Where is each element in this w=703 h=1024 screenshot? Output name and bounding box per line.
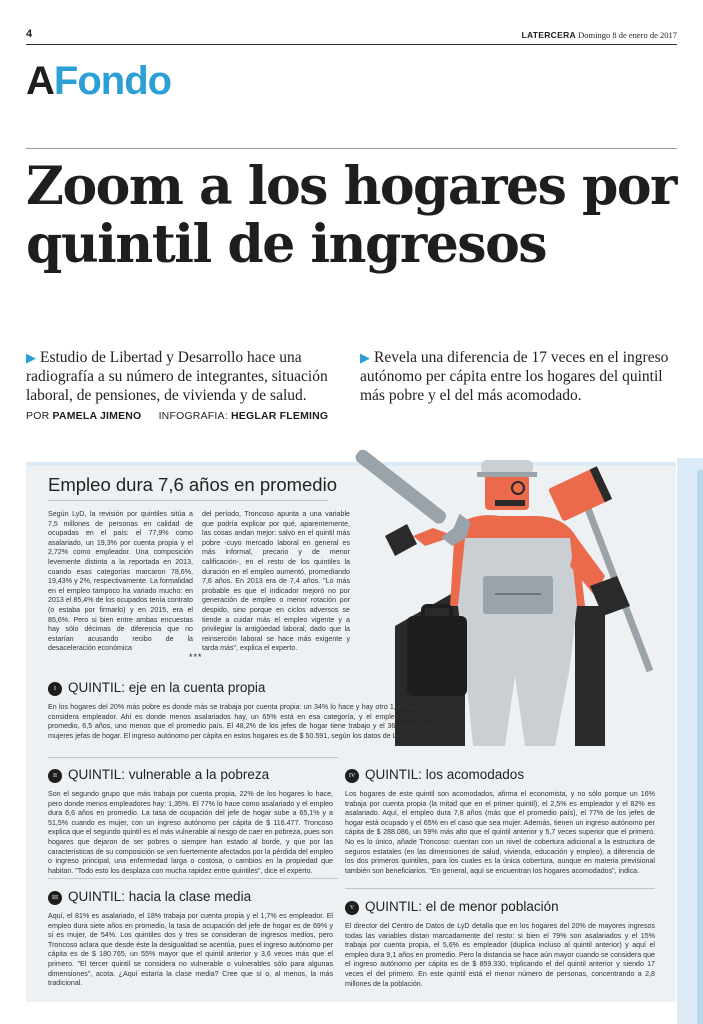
roman-badge-2: II xyxy=(48,769,62,783)
issue-date: Domingo 8 de enero de 2017 xyxy=(578,30,677,40)
panel-edge-stripe xyxy=(697,470,703,1024)
quintil-3-title: III QUINTIL: hacia la clase media xyxy=(48,889,251,905)
box-title: Empleo dura 7,6 años en promedio xyxy=(48,474,337,495)
deck-right-text: Revela una diferencia de 17 veces en el ingreso autónomo per cápita entre los hogares del quintil más pobre y el del más acomodado. xyxy=(360,349,669,404)
quintil-1-title: I QUINTIL: eje en la cuenta propia xyxy=(48,680,265,696)
quintil-2-text: Son el segundo grupo que más trabaja por cuenta propia, 22% de los hogares lo hace, pero donde menos empleadores hay: 1,35%. El 77% lo hace como asalariado y el empleo dura 6,6 años en promedio. La tasa de ocupación del jefe de hogar sube a 65,1% y a 51,5% cuando es mujer, con un ingreso autónomo per cápita de $ 116.477. Troncoso explica que el segundo quintil es el más vulnerable al riesgo de caer en pobreza, pues son hogares que dejaron de ser pobres o siempre han estado al borde, y que por las características de su composición se ven fuertemente afectados por la pérdida del empleo o ingreso principal, una enfermedad larga o costosa, o cambios en la propiedad que habitan. "Todo esto los desplaza con mucha rapidez entre quintiles", dice el experto. xyxy=(48,790,333,875)
divider xyxy=(345,888,655,889)
deck-left-text: Estudio de Libertad y Desarrollo hace una radiografía a su número de integrantes, situación laboral, de pensiones, de vivienda y de salud. xyxy=(26,349,328,404)
deck-left xyxy=(26,348,336,405)
intro-left: Según LyD, la revisión por quintiles sitúa a 7,5 millones de personas en calidad de ocupadas en el país: el 77,9% como asalariado, un 19,3% por cuenta propia y el 2,72% como empleador. Una composición levemente distinta a la reportada en 2013, cuando esas categorías marcaron 78,6%, 19,43% y 2%, respectivamente. La formalidad en el empleo tampoco ha variado mucho: en 2013 el 85,4% de los ocupados tenía contrato (o estaba por firmarlo) y en 2015, era el 85,6%. Pero si bien entre ambas encuestas hay sólo décimas de diferencia que no estarían acusando recibo de la desaceleración económica xyxy=(48,510,193,653)
wrench xyxy=(355,446,475,550)
box-title-rule xyxy=(48,500,328,501)
glove-left xyxy=(385,524,417,556)
intro-right: del período, Troncoso apunta a una variable que podría explicar por qué, aparentemente, las cosas andan mejor: salvo en el quintil más pobre -cuyo mercado laboral en general es más informal, precario y de menor calificación-, en el resto de los quintiles la duración en el empleo aumentó, promediando 7,6 años. En 2013 era de 7,4 años. "Lo más probable es que el indicador mejoró no por generación de empleo o menor rotación por despido, sino porque en ciclos adversos se tiende a cuidar más el empleo vigente y a privilegiar la antigüedad laboral, dado que la reinserción laboral se hace más exigente y tarda más", explica el experto. xyxy=(202,510,350,653)
quintil-4-title: IV QUINTIL: los acomodados xyxy=(345,767,524,783)
section-a: A xyxy=(26,59,54,103)
brand-name: LATERCERA xyxy=(521,30,576,40)
quintil-5-text: El director del Centro de Datos de LyD detalla que en los hogares del 20% de mayores ingresos todas las variables distan marcadamente del resto: si bien el 79% son asalariados y el 15% trabaja por cuenta propia, el 5,6% es empleador (duplica incluso al quintil anterior) y aquí el empleo dura 9,1 años en promedio. Pero la distancia se hace aún mayor cuando se considera que el ingreso autónomo per cápita es de $ 859.330, triplicando el del quintil anterior y siendo 17 veces el del primero. En este quintil está el menor número de personas, concentrando a 2,8 millones de la población. xyxy=(345,922,655,988)
masthead xyxy=(521,30,677,40)
quintil-4-text: Los hogares de este quintil son acomodados, afirma el economista, y no sólo porque un 16% trabaja por cuenta propia (la mitad que en el primer quintil), el 2,5% es empleador y el 82% es asalariado. Aquí, el empleo dura 7,8 años (más que el promedio país), el 77% de los jefes de hogar está ocupado y el 65% en el caso que sea mujer. Además, tienen un ingreso autónomo per cápita de $ 288.086, un 59% más alto que el quintil anterior y 5,7 veces superior que el primero. No es lo único, añade Troncoso: cuentan con un nivel de cobertura adicional a la estructura de seguros estatales (en las dimensiones de salud, vivienda, educación y empleo), a diferencia de los dos primeros quintiles, para los cuales es la única cobertura, aunque en materia previsional también son beneficiarios. "En general, aquí se encuentran los hogares acomodados", indica. xyxy=(345,790,655,875)
quintil-5-title: V QUINTIL: el de menor población xyxy=(345,899,559,915)
divider xyxy=(48,878,338,879)
quintil-3-text: Aquí, el 81% es asalariado, el 18% trabaja por cuenta propia y el 1,7% es empleador. El empleo dura siete años en promedio, la tasa de ocupación del jefe de hogar es de 69% y si es mujer, de 54%. Los quintiles dos y tres se consideran de ingresos medios, pero Troncoso aclara que desde éste la desigualdad se acentúa, pues el ingreso autónomo per cápita es de $ 180.765, un 55% mayor que el quintil anterior y 3,6 veces más que el primero. "El tercer quintil se considera no vulnerable o vulnerables sólo para algunas dimensiones", acota. ¿Aquí estaría la clase media? Cree que sí o, al menos, la más tradicional. xyxy=(48,912,333,988)
byline-author: PAMELA JIMENO xyxy=(52,410,142,422)
roman-badge-1: I xyxy=(48,682,62,696)
helmet xyxy=(481,460,533,474)
roman-badge-5: V xyxy=(345,901,359,915)
header-rule xyxy=(26,44,677,45)
roman-badge-3: III xyxy=(48,891,62,905)
overalls xyxy=(458,538,577,746)
triangle-bullet-icon: ▶ xyxy=(26,350,36,365)
page-number: 4 xyxy=(26,28,33,40)
section-label xyxy=(26,60,171,102)
headline: Zoom a los hogares por quintil de ingresos xyxy=(26,156,676,275)
triangle-bullet-icon: ▶ xyxy=(360,350,370,365)
quintil-2-title: II QUINTIL: vulnerable a la pobreza xyxy=(48,767,269,783)
byline-por: POR xyxy=(26,410,50,422)
byline-illustrator: HEGLAR FLEMING xyxy=(230,410,329,422)
separator-stars: *** xyxy=(189,652,203,662)
tool-bag xyxy=(407,616,467,696)
roman-badge-4: IV xyxy=(345,769,359,783)
divider xyxy=(48,757,338,758)
section-rest: Fondo xyxy=(53,59,172,103)
byline-infografia: INFOGRAFIA: xyxy=(158,410,228,422)
section-rule xyxy=(26,148,677,149)
dark-block-right xyxy=(575,606,605,746)
hammer-head xyxy=(548,466,612,521)
deck-right xyxy=(360,348,680,405)
byline xyxy=(26,410,328,422)
quintil-1-text: En los hogares del 20% más pobre es donde más se trabaja por cuenta propia: un 34% lo hace y hay otro 1,6% que se considera empleador. Ahí es donde menos asalariados hay, un 65% está en esa categoría, y el empleo dura, en promedio, 6,5 años, uno menos que el promedio país. El 48,2% de los jefes de hogar tiene trabajo y el 36,6% de las mujeres jefas de hogar. El ingreso autónomo per cápita en estos hogares es de $ 50.591, según los datos de LyD. xyxy=(48,703,430,740)
